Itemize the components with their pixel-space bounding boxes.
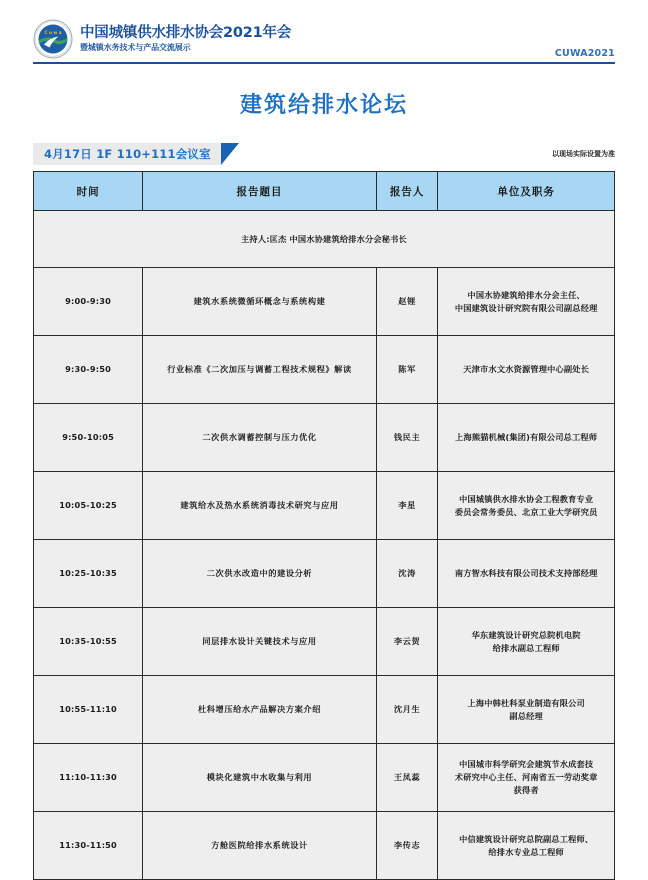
column-header-organization: 单位及职务 (438, 172, 615, 211)
schedule-table (33, 171, 615, 880)
cuwa-circular-emblem-icon (33, 19, 73, 59)
header-divider (33, 62, 615, 64)
cell-organization-line: 上海中韩杜科泵业制造有限公司 (467, 697, 585, 708)
table-header-row (34, 172, 615, 211)
cell-topic: 模块化建筑中水收集与利用 (143, 744, 377, 812)
cell-organization-line: 中国建筑设计研究院有限公司副总经理 (454, 302, 598, 313)
cell-organization (438, 404, 615, 472)
cell-topic: 二次供水调蓄控制与压力优化 (143, 404, 377, 472)
cell-organization (438, 472, 615, 540)
cuwa-mark: CUWA2021 (554, 48, 615, 59)
chair-row (34, 211, 615, 268)
column-header-time: 时间 (34, 172, 143, 211)
cell-speaker: 沈月生 (376, 676, 438, 744)
cell-time: 10:05-10:25 (34, 472, 143, 540)
cell-organization (438, 744, 615, 812)
cell-time: 9:50-10:05 (34, 404, 143, 472)
cell-topic: 方舱医院给排水系统设计 (143, 812, 377, 880)
cell-topic: 同层排水设计关键技术与应用 (143, 608, 377, 676)
table-header (34, 172, 615, 211)
page-title: 建筑给排水论坛 (239, 93, 408, 118)
column-header-speaker: 报告人 (376, 172, 438, 211)
cell-organization (438, 608, 615, 676)
cell-organization-line: 天津市水文水资源管理中心副处长 (463, 364, 590, 375)
cell-organization-line: 副总经理 (509, 710, 543, 721)
cell-speaker: 王凤蕊 (376, 744, 438, 812)
cell-speaker: 李传志 (376, 812, 438, 880)
cell-organization-line: 获得者 (513, 784, 539, 795)
table-row (34, 744, 615, 812)
session-bar (33, 143, 615, 165)
table-row (34, 608, 615, 676)
cell-organization-line: 术研究中心主任、河南省五一劳动奖章 (454, 772, 598, 783)
cell-time: 11:30-11:50 (34, 812, 143, 880)
session-note: 以现场实际设置为准 (552, 150, 615, 158)
brand-block (33, 19, 291, 59)
cell-organization (438, 676, 615, 744)
cell-time: 10:25-10:35 (34, 540, 143, 608)
table-row (34, 404, 615, 472)
cell-topic: 二次供水改造中的建设分析 (143, 540, 377, 608)
table-row (34, 812, 615, 880)
column-header-topic: 报告题目 (143, 172, 377, 211)
cell-time: 10:35-10:55 (34, 608, 143, 676)
cell-organization-line: 中国城镇供水排水协会工程教育专业 (459, 493, 594, 504)
schedule-table-wrapper (33, 171, 615, 880)
cell-organization-line: 中信建筑设计研究总院副总工程师、 (459, 833, 594, 844)
cell-organization (438, 268, 615, 336)
org-subtitle: 暨城镇水务技术与产品交流展示 (80, 42, 191, 52)
page-header (0, 0, 648, 62)
cell-time: 9:00-9:30 (34, 268, 143, 336)
cell-speaker: 赵锂 (376, 268, 438, 336)
cell-organization-line: 南方智水科技有限公司技术支持部经理 (454, 568, 598, 579)
cell-organization-line: 给排水副总工程师 (492, 642, 560, 653)
table-row (34, 676, 615, 744)
chair-note: 主持人:匡杰 中国水协建筑给排水分会秘书长 (34, 211, 615, 268)
cell-topic: 行业标准《二次加压与调蓄工程技术规程》解读 (143, 336, 377, 404)
session-bar-wedge-icon (221, 143, 239, 165)
table-row (34, 336, 615, 404)
cell-topic: 杜科增压给水产品解决方案介绍 (143, 676, 377, 744)
cell-organization-line: 委员会常务委员、北京工业大学研究员 (454, 506, 598, 517)
cell-organization-line: 上海熊猫机械(集团)有限公司总工程师 (455, 432, 598, 443)
session-date-room-label: 4月17日 1F 110+111会议室 (44, 147, 211, 161)
table-row (34, 540, 615, 608)
cell-organization (438, 336, 615, 404)
cell-time: 11:10-11:30 (34, 744, 143, 812)
cell-speaker: 李云贺 (376, 608, 438, 676)
cell-organization-line: 华东建筑设计研究总院机电院 (471, 629, 581, 640)
cell-organization (438, 812, 615, 880)
cell-topic: 建筑给水及热水系统消毒技术研究与应用 (143, 472, 377, 540)
table-row (34, 472, 615, 540)
cell-organization-line: 中国城市科学研究会建筑节水成套技 (459, 759, 594, 770)
svg-text:C u w a: C u w a (44, 29, 62, 35)
cell-speaker: 陈军 (376, 336, 438, 404)
cell-speaker: 沈涛 (376, 540, 438, 608)
org-title: 中国城镇供水排水协会2021年会 (80, 25, 292, 42)
cell-time: 10:55-11:10 (34, 676, 143, 744)
table-body (34, 211, 615, 880)
cell-time: 9:30-9:50 (34, 336, 143, 404)
cell-organization (438, 540, 615, 608)
table-row (34, 268, 615, 336)
cell-organization-line: 中国水协建筑给排水分会主任、 (467, 289, 585, 300)
cell-topic: 建筑水系统微循环概念与系统构建 (143, 268, 377, 336)
cell-organization-line: 给排水专业总工程师 (488, 846, 564, 857)
brand-text (80, 26, 291, 52)
cell-speaker: 钱民主 (376, 404, 438, 472)
cell-speaker: 李星 (376, 472, 438, 540)
